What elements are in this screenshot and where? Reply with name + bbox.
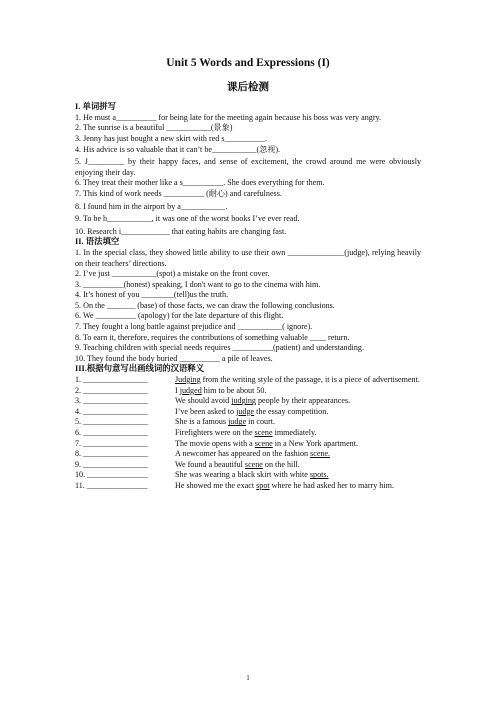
grammar-list [75, 248, 421, 365]
section-heading-meaning: III.根据句意写出画线词的汉语释义 [75, 364, 205, 374]
meaning-list [75, 375, 421, 492]
answer-blank: 3. ________________ [75, 396, 148, 406]
question-item: 4. It’s honest of you ________(tell)us the truth. [75, 290, 229, 300]
question-item: 5. On the _______ (base) of those facts, we can draw the following conclusions. [75, 300, 335, 310]
page-number: 1 [246, 674, 250, 682]
question-item: 10. Research i____________ that eating habits are changing fast. [75, 226, 287, 236]
question-text: I’ve been asked to judge the essay competition. [175, 406, 329, 416]
question-item: 3. __________(honest) speaking, I don't want to go to the cinema with him. [75, 279, 321, 289]
question-item: 7. This kind of work needs __________ (耐心) and carefulness. [75, 188, 282, 198]
question-item: 6. They treat their mother like a s__________. She does everything for them. [75, 178, 325, 188]
question-item [75, 386, 421, 397]
question-item [75, 470, 421, 481]
target-word: judged [179, 385, 202, 395]
question-item: 2. The sunrise is a beautiful ___________(景象) [75, 123, 233, 133]
answer-blank: 1. ________________ [75, 375, 148, 385]
question-item [75, 407, 421, 418]
question-text: We should avoid judging people by their appearances. [175, 396, 351, 406]
question-item [75, 396, 421, 407]
answer-blank: 2. ________________ [75, 385, 148, 395]
target-word: scene [254, 428, 273, 437]
question-item: 2. I’ve just ___________(spot) a mistake on the front cover. [75, 269, 270, 279]
question-text: I judged him to be about 50. [175, 385, 267, 395]
question-item: 8. To earn it, therefore, requires the contributions of something valuable ____ return. [75, 332, 350, 342]
question-item [75, 417, 421, 428]
question-text: We found a beautiful scene on the hill. [175, 459, 300, 469]
question-item: 4. His advice is so valuable that it can’t be___________(忽视). [75, 144, 281, 154]
section-heading-spelling: I. 单词拼写 [75, 102, 116, 112]
page-subtitle: 课后检测 [227, 81, 269, 93]
question-item: 9. Teaching children with special needs requires __________(patient) and understanding. [75, 343, 365, 353]
answer-blank: 7. ________________ [75, 438, 148, 448]
question-item: 9. To be h___________, it was one of the worst books I’ve ever read. [75, 214, 300, 224]
question-item [75, 449, 421, 460]
question-text: She is a famous judge in court. [175, 417, 276, 427]
target-word: Judging [175, 375, 201, 385]
answer-blank: 11. _______________ [75, 480, 148, 490]
target-word: judging [231, 396, 256, 406]
question-item: 3. Jenny has just bought a new skirt with red s__________. [75, 133, 267, 143]
question-item: 5. J_________ by their happy faces, and sense of excitement, the crowd around me were obviously enjoying their day. [75, 157, 421, 177]
answer-blank: 8. ________________ [75, 449, 148, 459]
answer-blank: 5. ________________ [75, 417, 148, 427]
worksheet-page [75, 58, 421, 492]
answer-blank: 10. _______________ [75, 470, 148, 480]
spelling-list [75, 113, 421, 238]
target-word: scene [244, 459, 263, 469]
page-title: Unit 5 Words and Expressions (I) [166, 57, 330, 69]
question-text: She was wearing a black skirt with white spots. [175, 470, 329, 480]
question-text: A newcomer has appeared on the fashion scene. [175, 449, 331, 459]
section-heading-grammar: II. 语法填空 [75, 237, 120, 247]
target-word: scene [254, 438, 273, 448]
question-item: 10. They found the body buried __________ a pile of leaves. [75, 353, 273, 363]
target-word: spot [256, 480, 270, 490]
question-item [75, 375, 421, 386]
answer-blank: 6. ________________ [75, 428, 148, 437]
question-item: 8. I found him in the airport by a___________. [75, 201, 228, 211]
question-item: 1. In the special class, they showed little ability to use their own ______________(judge), relying heavily on their teachers’ directions. [75, 247, 421, 268]
target-word: spots. [309, 470, 329, 480]
answer-blank: 4. ________________ [75, 406, 148, 416]
question-item [75, 460, 421, 471]
question-item [75, 428, 421, 439]
question-item [75, 481, 421, 492]
question-text: Judging from the writing style of the passage, it is a piece of advertisement. [175, 375, 420, 385]
question-text: Firefighters were on the scene immediately. [175, 428, 317, 437]
target-word: judge [236, 406, 255, 416]
answer-blank: 9. ________________ [75, 459, 148, 469]
question-item: 7. They fought a long battle against prejudice and ___________( ignore). [75, 322, 313, 332]
question-text: He showed me the exact spot where he had asked her to marry him. [175, 480, 394, 490]
question-item: 1. He must a__________ for being late for the meeting again because his boss was very angry. [75, 112, 382, 122]
target-word: scene. [310, 449, 331, 459]
question-text: The movie opens with a scene in a New York apartment. [175, 438, 358, 448]
target-word: judge [228, 417, 247, 427]
question-item: 6. We __________ (apology) for the late departure of this flight. [75, 311, 284, 321]
question-item [75, 439, 421, 450]
